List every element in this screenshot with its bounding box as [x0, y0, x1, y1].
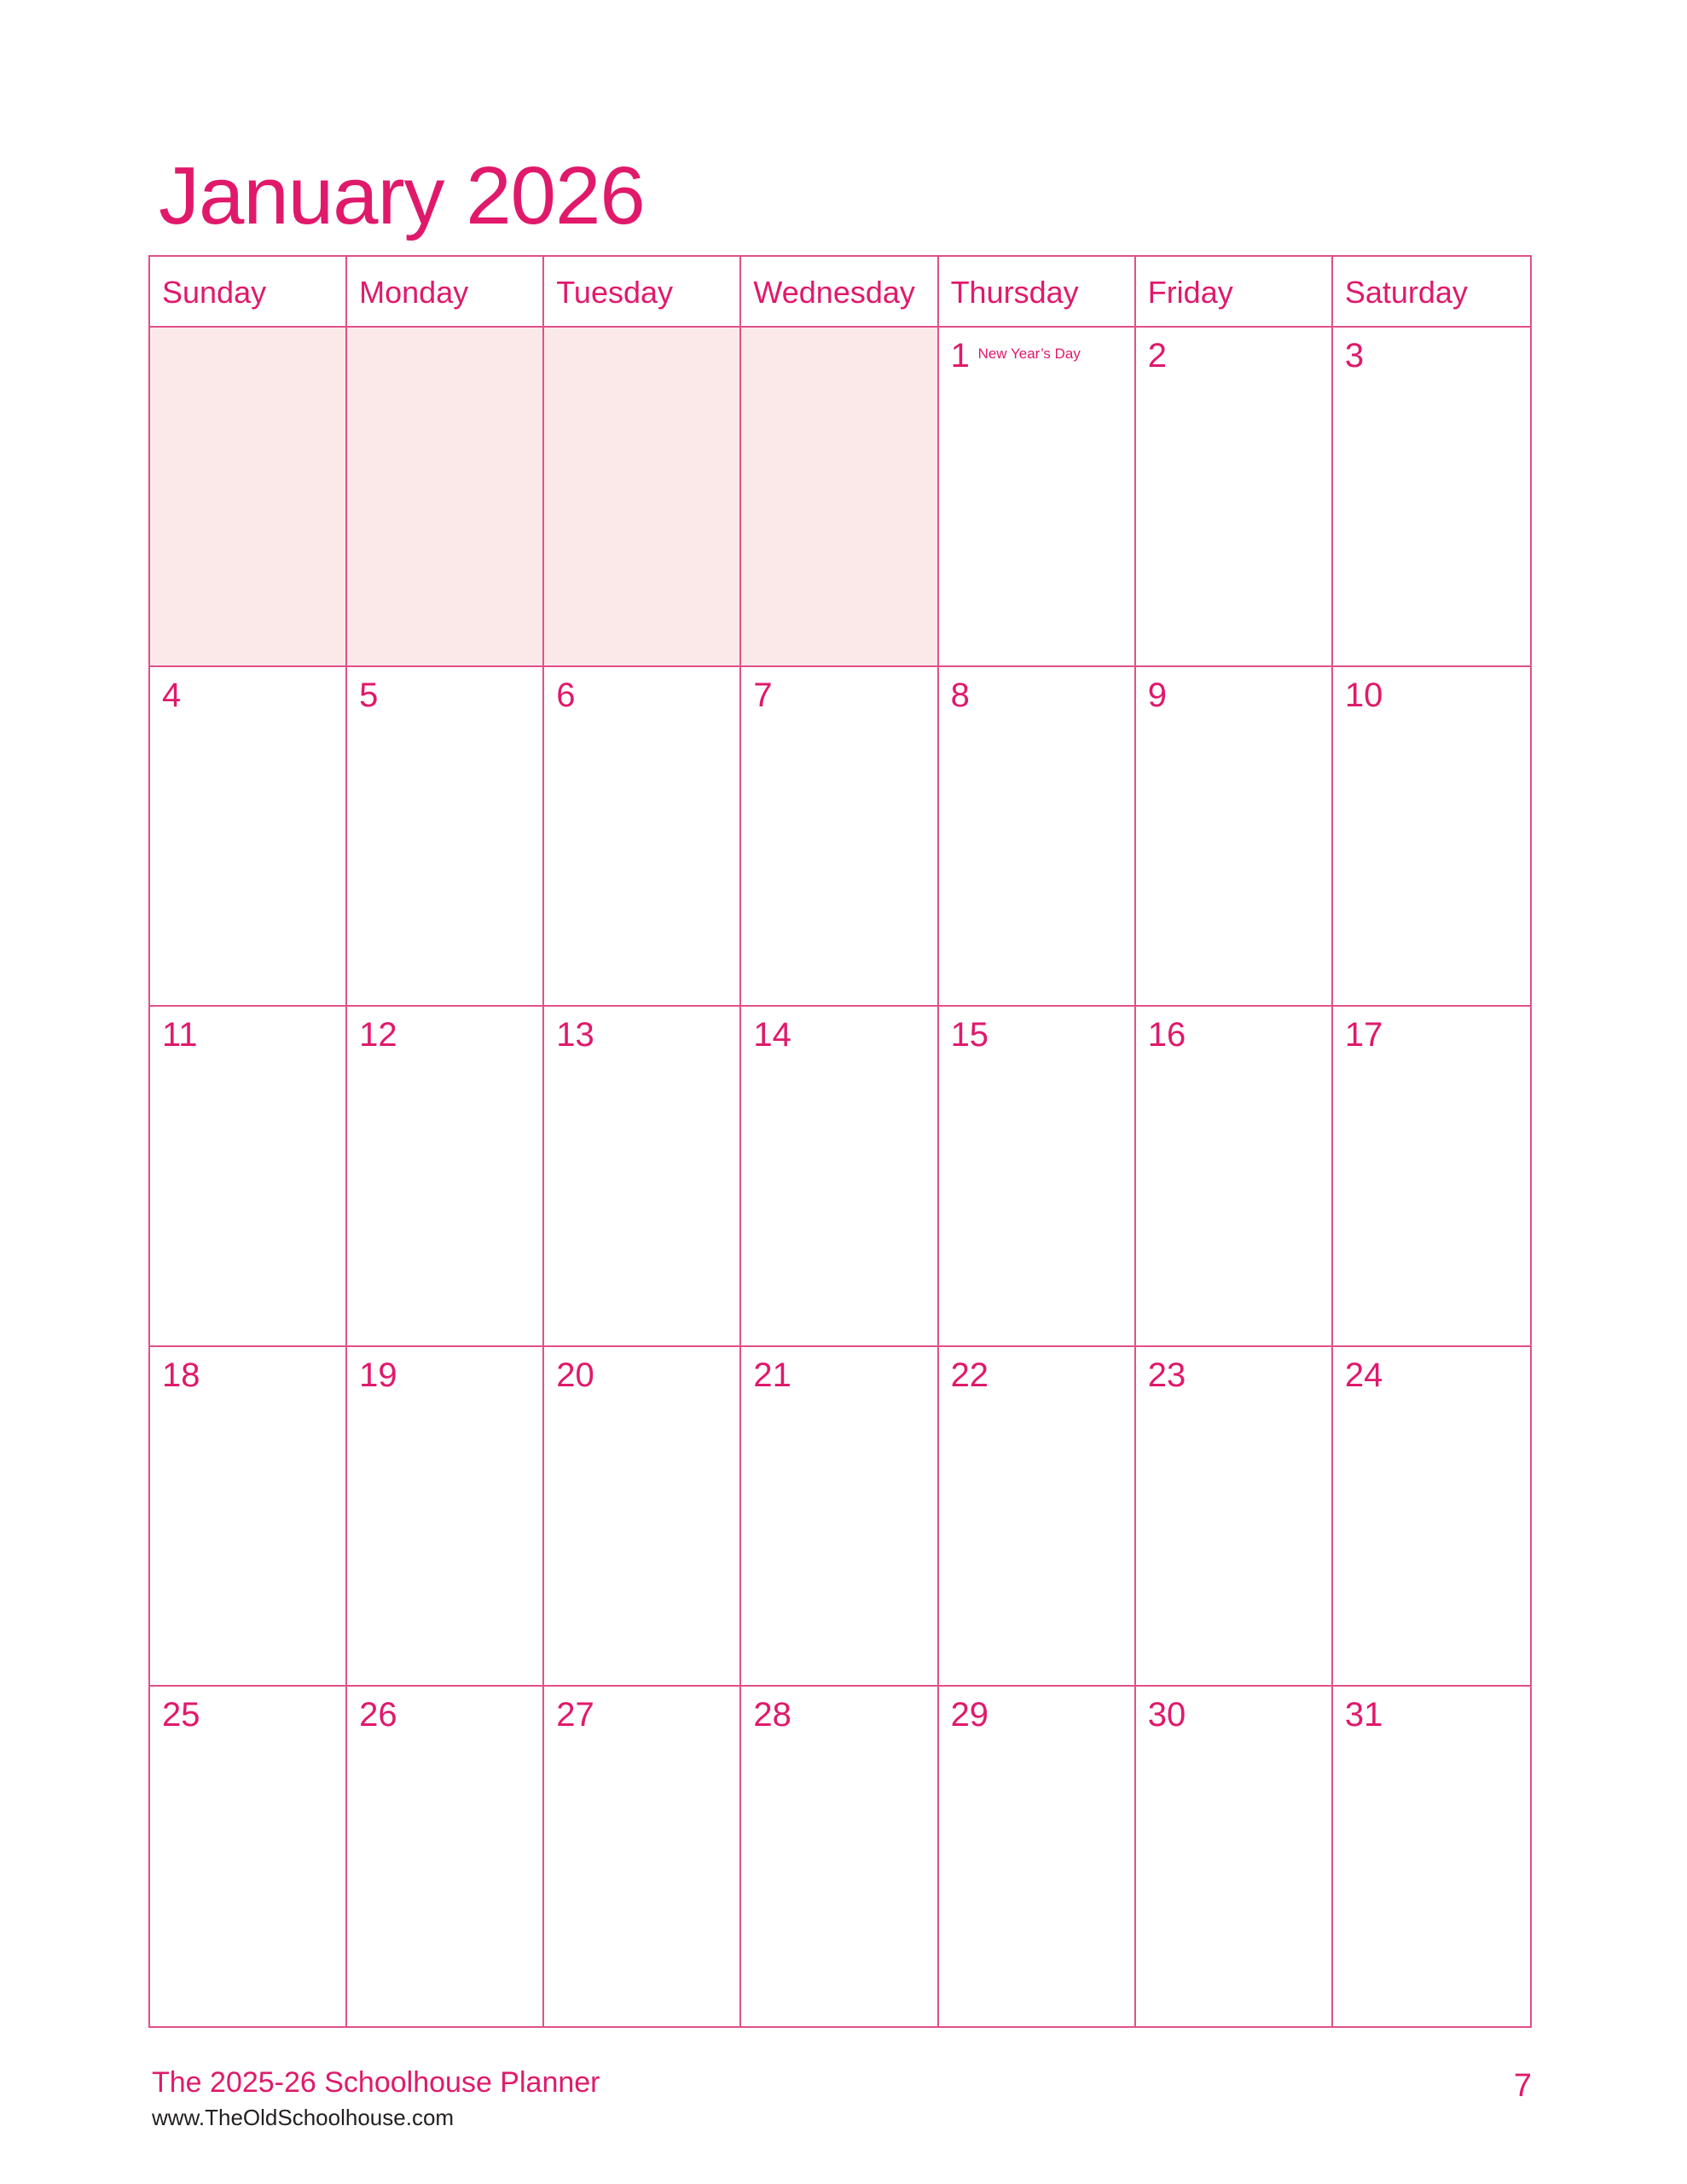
date-number: 19: [359, 1356, 397, 1394]
day-cell: [1136, 667, 1333, 1007]
date-number: 31: [1344, 1695, 1383, 1734]
day-cell: [1136, 1687, 1333, 2026]
weekday-header-friday: Friday: [1136, 257, 1333, 328]
calendar-grid: [148, 255, 1532, 2028]
date-number: 16: [1147, 1016, 1186, 1054]
day-cell: [1333, 667, 1530, 1007]
date-number: 12: [359, 1016, 397, 1054]
date-number: 14: [753, 1016, 791, 1054]
day-cell: [1333, 1007, 1530, 1346]
weekday-header-monday: Monday: [347, 257, 544, 328]
date-number: 2: [1147, 337, 1167, 375]
weekday-header-tuesday: Tuesday: [544, 257, 741, 328]
weekday-header-wednesday: Wednesday: [741, 257, 938, 328]
date-number: 13: [556, 1016, 594, 1054]
day-cell: [741, 667, 938, 1007]
date-number: 29: [950, 1695, 989, 1734]
weekday-header-thursday: Thursday: [939, 257, 1136, 328]
date-number: 27: [556, 1695, 594, 1734]
day-cell: [939, 667, 1136, 1007]
date-number: 26: [359, 1695, 397, 1734]
date-number: 6: [556, 677, 576, 715]
day-cell: [150, 667, 347, 1007]
day-cell: [1136, 1007, 1333, 1346]
date-number: 22: [950, 1356, 989, 1394]
date-number: 25: [162, 1695, 200, 1734]
day-cell: [1136, 1347, 1333, 1687]
date-number: 18: [162, 1356, 200, 1394]
date-number: 9: [1147, 677, 1167, 715]
date-number: 1: [950, 337, 970, 375]
day-cell: [544, 1007, 741, 1346]
date-number: 20: [556, 1356, 594, 1394]
day-cell: [544, 1347, 741, 1687]
day-cell: [347, 1687, 544, 2026]
date-number: 4: [162, 677, 182, 715]
day-cell: [1333, 328, 1530, 667]
day-cell: [741, 1687, 938, 2026]
day-cell: [347, 1347, 544, 1687]
weekday-header-sunday: Sunday: [150, 257, 347, 328]
date-number: 24: [1344, 1356, 1383, 1394]
page-number: 7: [1513, 2068, 1532, 2104]
date-number: 15: [950, 1016, 989, 1054]
footer-website-url: www.TheOldSchoolhouse.com: [152, 2105, 455, 2130]
day-cell: [1333, 1687, 1530, 2026]
day-cell: [939, 1347, 1136, 1687]
day-cell: [150, 1687, 347, 2026]
weekday-header-saturday: Saturday: [1333, 257, 1530, 328]
empty-day-cell: [544, 328, 741, 667]
day-cell: [347, 1007, 544, 1346]
day-cell: [939, 1687, 1136, 2026]
day-cell: [939, 1007, 1136, 1346]
empty-day-cell: [150, 328, 347, 667]
date-number: 23: [1147, 1356, 1186, 1394]
date-number: 5: [359, 677, 379, 715]
day-cell: [544, 1687, 741, 2026]
date-number: 21: [753, 1356, 791, 1394]
day-cell: [150, 1007, 347, 1346]
day-cell: [741, 1347, 938, 1687]
holiday-label: New Year’s Day: [977, 346, 1081, 362]
day-cell: [150, 1347, 347, 1687]
day-cell: [347, 667, 544, 1007]
month-title: January 2026: [159, 150, 645, 241]
empty-day-cell: [741, 328, 938, 667]
date-number: 3: [1344, 337, 1365, 375]
date-number: 7: [753, 677, 773, 715]
date-number: 28: [753, 1695, 791, 1734]
date-number: 10: [1344, 677, 1383, 715]
day-cell: [939, 328, 1136, 667]
day-cell: [544, 667, 741, 1007]
day-cell: [1136, 328, 1333, 667]
date-number: 17: [1344, 1016, 1383, 1054]
empty-day-cell: [347, 328, 544, 667]
date-number: 30: [1147, 1695, 1186, 1734]
footer-planner-title: The 2025-26 Schoolhouse Planner: [152, 2066, 600, 2099]
day-cell: [1333, 1347, 1530, 1687]
date-number: 11: [162, 1016, 198, 1054]
day-cell: [741, 1007, 938, 1346]
date-number: 8: [950, 677, 970, 715]
